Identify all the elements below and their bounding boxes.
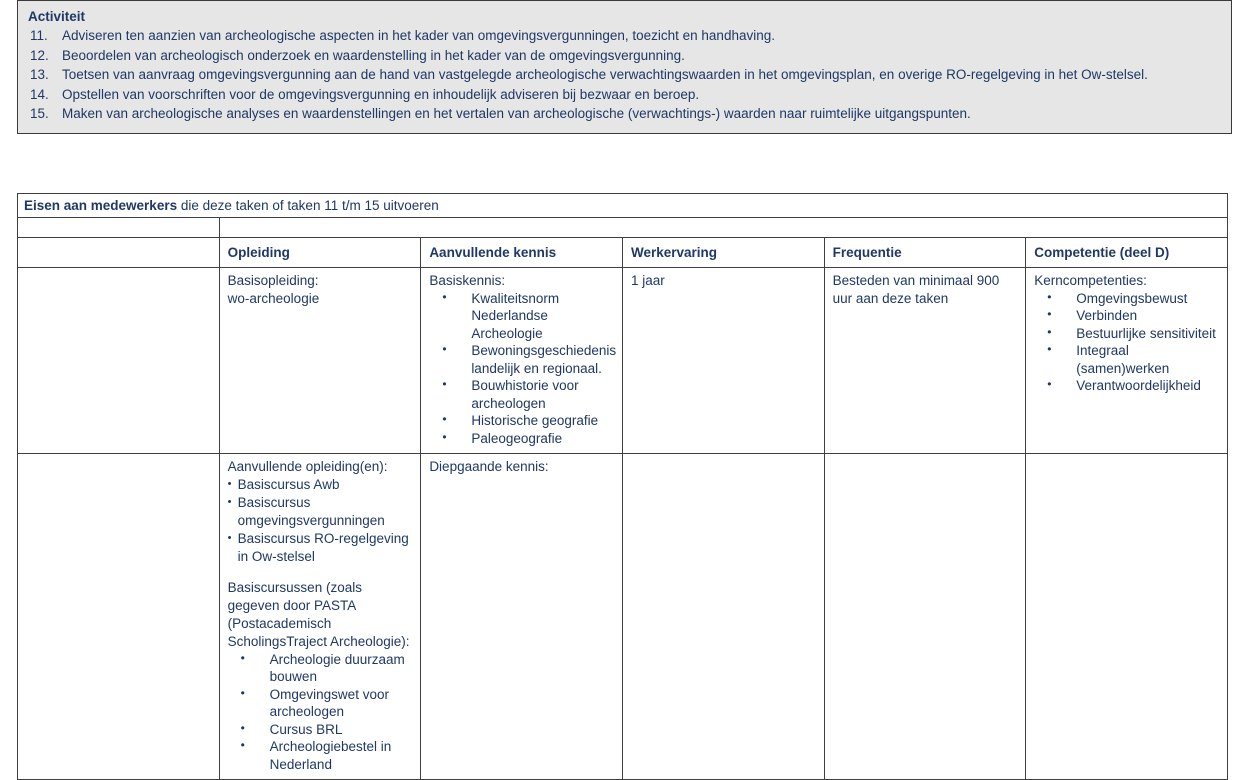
activiteit-item-text: Opstellen van voorschriften voor de omgevingsvergunning en inhoudelijk adviseren bij bezwaar en beroep. <box>62 86 700 102</box>
list-item: • Bouwhistorie voor archeologen <box>429 377 616 412</box>
cell-opleiding-aanvullend <box>219 454 421 780</box>
kennis-lead: Basiskennis: <box>429 273 506 288</box>
list-item: • Kwaliteitsnorm Nederlandse Archeologie <box>429 290 616 343</box>
cell-frequentie-aanvullend <box>824 454 1026 780</box>
competentie-lead: Kerncompetenties: <box>1034 273 1147 288</box>
activiteit-item-text: Beoordelen van archeologisch onderzoek en waardenstelling in het kader van de omgevingsvergunning. <box>62 47 685 63</box>
activiteit-item-number: 13. <box>30 67 49 82</box>
list-item: • Bewoningsgeschiedenis landelijk en regionaal. <box>429 342 616 377</box>
header-opleiding: Opleiding <box>219 238 421 268</box>
table-row-aanvullend <box>18 454 1228 780</box>
list-item: • Paleogeografie <box>429 430 616 448</box>
list-item: • Cursus BRL <box>228 721 415 739</box>
table-row-headers <box>18 238 1228 268</box>
list-item: • Historische geografie <box>429 412 616 430</box>
activiteit-item-number: 12. <box>30 47 49 63</box>
activiteit-item-text: Maken van archeologische analyses en waardenstellingen en het vertalen van archeologische (verwachtings-) waarden naar ruimtelijke uitgangspunten. <box>62 106 971 121</box>
table-row-spacer <box>18 218 1228 238</box>
header-competentie: Competentie (deel D) <box>1026 238 1228 268</box>
opleiding-value: wo-archeologie <box>227 290 320 306</box>
activiteit-item-number: 14. <box>30 86 49 102</box>
eisen-title-rest: die deze taken of taken 11 t/m 15 uitvoeren <box>177 198 439 213</box>
cell-werkervaring-aanvullend <box>622 454 824 780</box>
table-row-title <box>18 194 1228 218</box>
activiteit-item <box>26 46 1223 66</box>
cell-frequentie-basis: Besteden van minimaal 900 uur aan deze taken <box>824 268 1026 454</box>
cell-competentie-aanvullend <box>1026 454 1228 780</box>
pasta-paragraph: Basiscursussen (zoals gegeven door PASTA (Postacademisch ScholingsTraject Archeologie): <box>227 579 410 649</box>
cell-opleiding-basis <box>219 268 421 454</box>
opleiding-lead: Basisopleiding: <box>227 273 319 288</box>
pasta-cursus-list <box>228 651 415 774</box>
header-frequentie: Frequentie <box>824 238 1026 268</box>
activiteit-item-number: 15. <box>30 106 49 121</box>
eisen-title-cell <box>18 194 1228 218</box>
activiteit-title: Activiteit <box>28 9 86 24</box>
competentie-list <box>1034 290 1221 395</box>
list-item: • Omgevingsbewust <box>1034 290 1221 308</box>
table-row-basis <box>18 268 1228 454</box>
list-item: • Verantwoordelijkheid <box>1034 377 1221 395</box>
list-item: • Archeologie duurzaam bouwen <box>228 651 415 686</box>
cell-kennis-diepgaand: Diepgaande kennis: <box>421 454 623 780</box>
list-item: • Archeologiebestel in Nederland <box>228 738 415 773</box>
list-item: • Bestuurlijke sensitiviteit <box>1034 325 1221 343</box>
list-item: • Omgevingswet voor archeologen <box>228 686 415 721</box>
activiteit-table <box>17 0 1232 134</box>
activiteit-item-text: Adviseren ten aanzien van archeologische aspecten in het kader van omgevingsvergunningen, toezicht en handhaving. <box>62 28 775 43</box>
list-item: • Basiscursus Awb <box>228 476 415 494</box>
spacer-cell-marker <box>18 218 220 238</box>
cell-competentie-basis <box>1026 268 1228 454</box>
activiteit-item <box>26 104 1223 124</box>
header-cell-blank <box>18 238 220 268</box>
list-item: • Basiscursus omgevingsvergunningen <box>228 494 415 530</box>
aanvullende-opleiding-lead: Aanvullende opleiding(en): <box>227 459 388 474</box>
eisen-aan-medewerkers-table <box>17 193 1228 780</box>
header-aanvullende-kennis: Aanvullende kennis <box>421 238 623 268</box>
activiteit-item <box>26 65 1223 85</box>
row-marker-cell <box>18 454 220 780</box>
activiteit-item <box>26 85 1223 105</box>
list-item: • Integraal (samen)werken <box>1034 342 1221 377</box>
header-werkervaring: Werkervaring <box>622 238 824 268</box>
list-item: • Verbinden <box>1034 307 1221 325</box>
spacer-cell-body <box>219 218 1227 238</box>
row-marker-cell <box>18 268 220 454</box>
spacer <box>228 566 415 579</box>
cell-kennis-basis <box>421 268 623 454</box>
activiteit-item <box>26 26 1223 46</box>
activiteit-item-number: 11. <box>30 28 48 43</box>
aanvullende-opleiding-list <box>228 476 415 566</box>
activiteit-item-text: Toetsen van aanvraag omgevingsvergunning aan de hand van vastgelegde archeologische verwachtingswaarden in het omgevingsplan, en overige RO-regelgeving in het Ow-stelsel. <box>62 67 1148 82</box>
list-item: • Basiscursus RO-regelgeving in Ow-stelsel <box>228 530 415 566</box>
activiteit-list <box>26 26 1223 124</box>
kennis-list <box>429 290 616 448</box>
cell-werkervaring-basis: 1 jaar <box>622 268 824 454</box>
eisen-title-strong: Eisen aan medewerkers <box>24 198 178 213</box>
